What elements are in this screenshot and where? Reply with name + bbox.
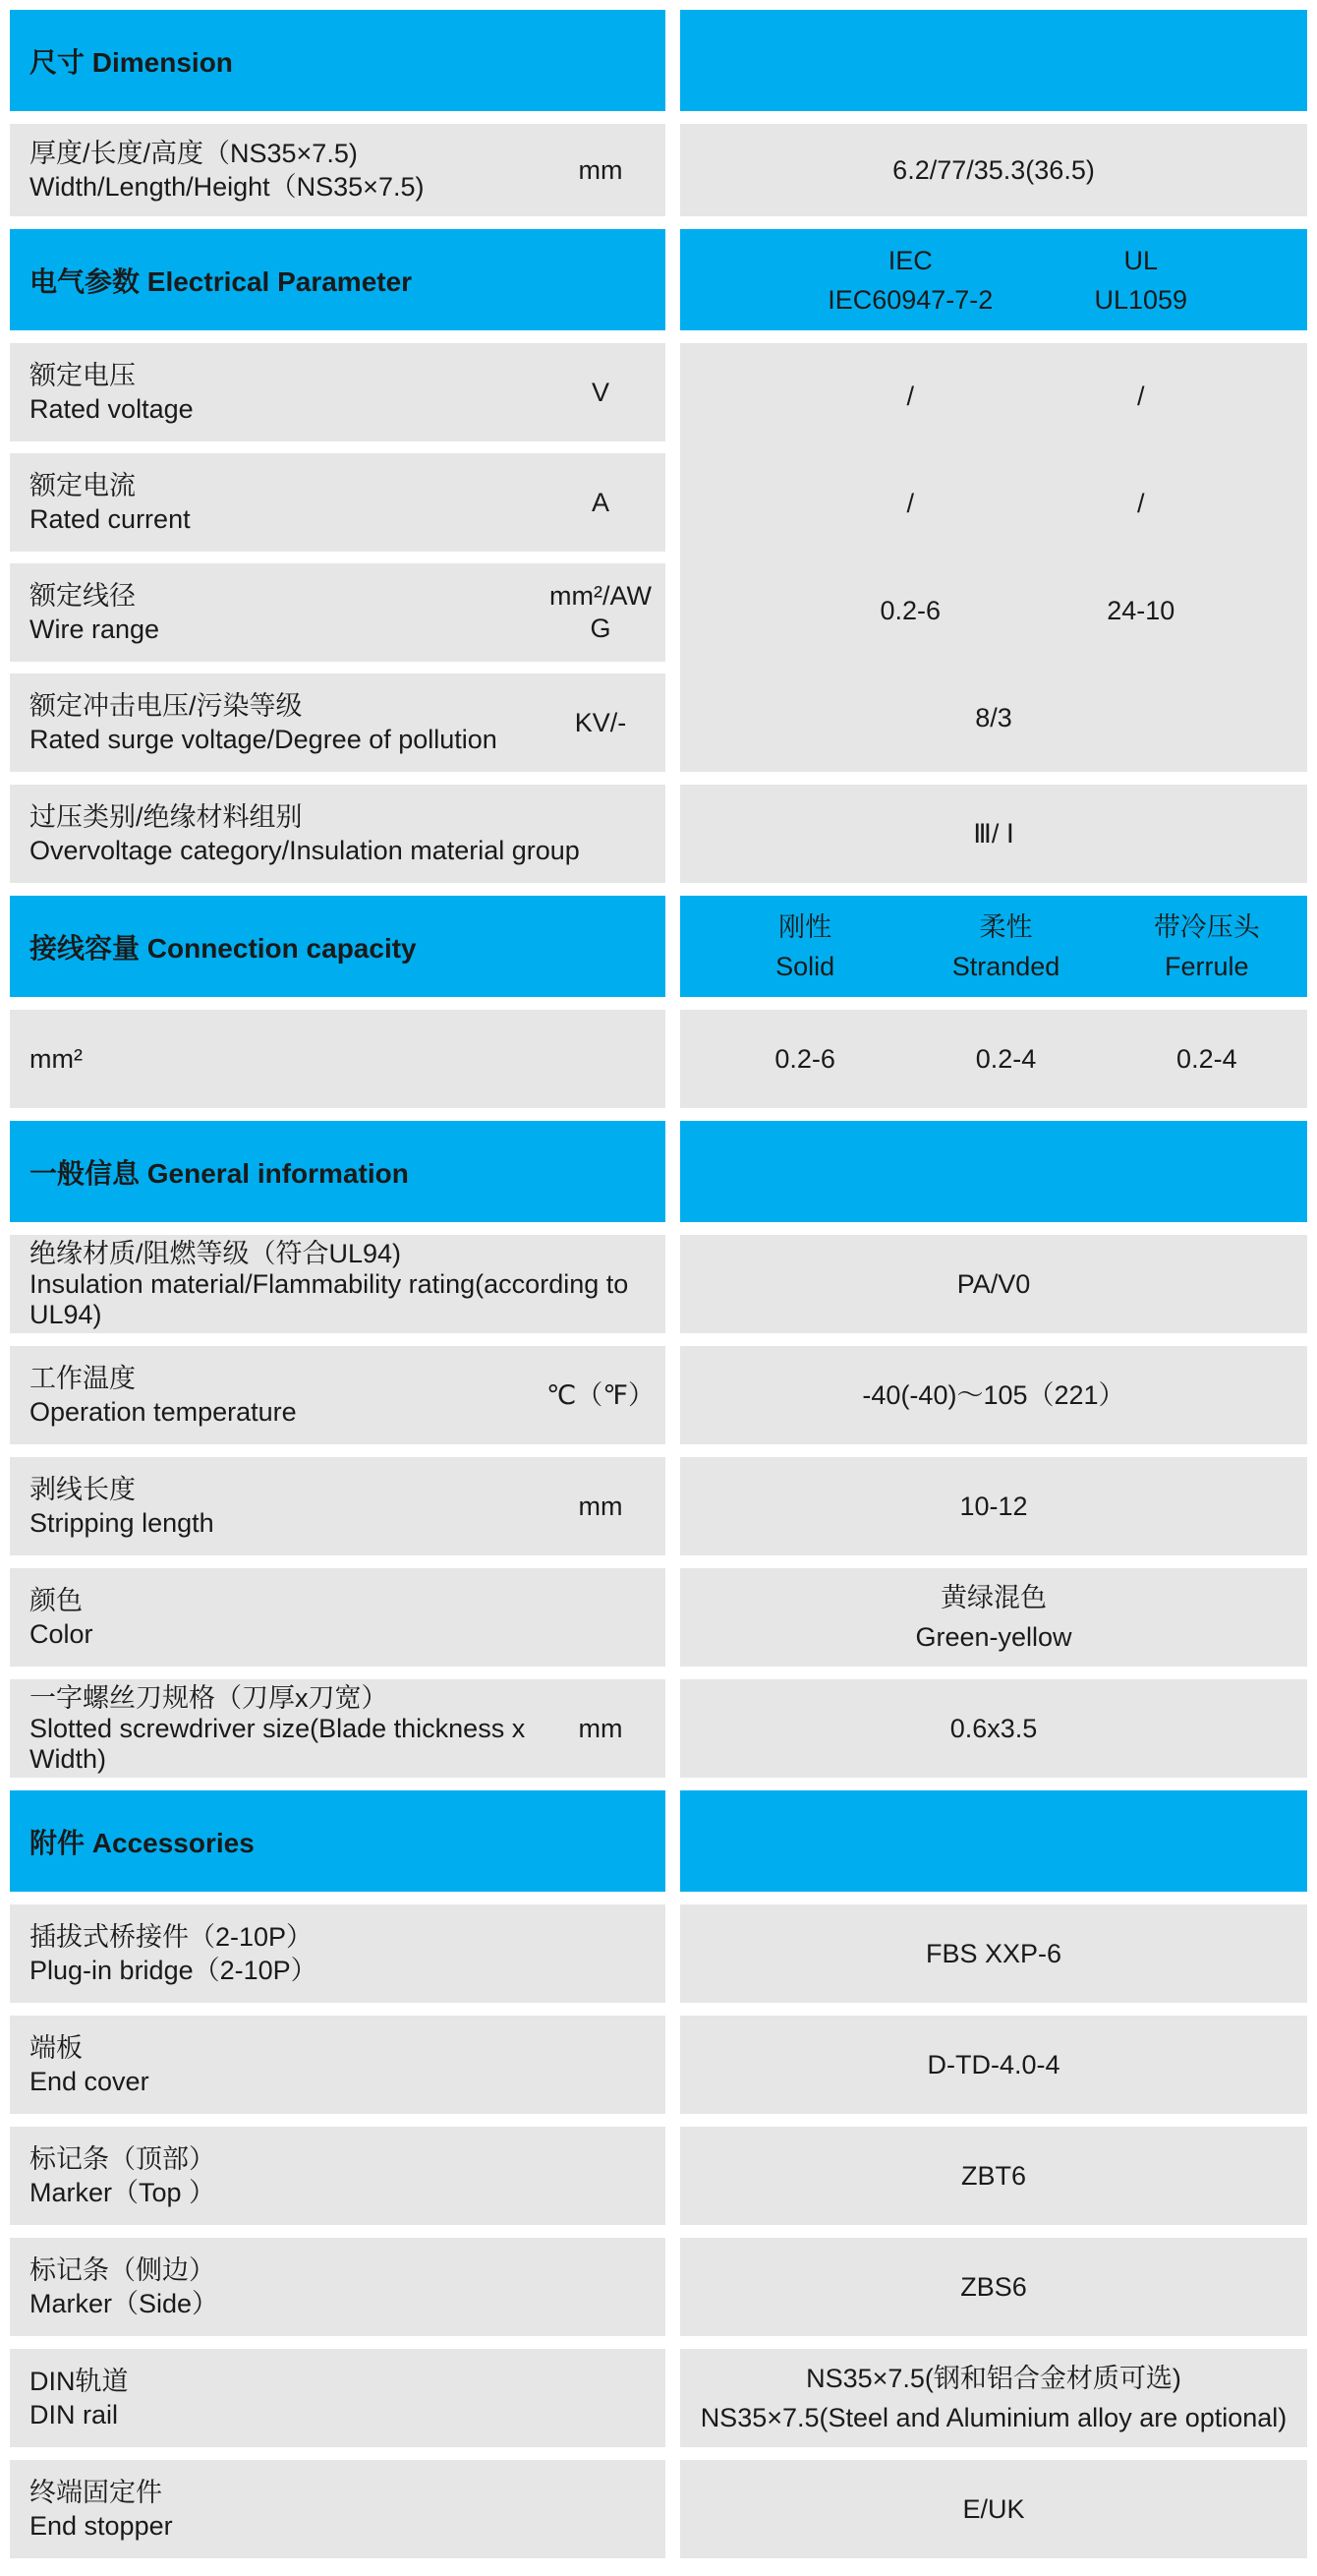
label-en: Plug-in bridge（2-10P） [29,1956,317,1985]
value-text: 0.6x3.5 [949,1714,1038,1743]
column-ferrule [1107,907,1307,986]
label-en: Width/Length/Height（NS35×7.5) [29,172,425,202]
table-row-marker-side [10,2238,1307,2336]
column-divider [665,1010,680,1108]
column-divider [665,896,680,997]
label-zh: 剥线长度 [29,1475,136,1504]
label-cell [10,1904,665,2003]
label-cell [10,124,665,216]
section-title-general [10,1121,665,1222]
column-label-zh: 刚性 [778,911,832,942]
table-row-overvoltage [10,785,1307,883]
column-divider [665,2349,680,2447]
column-divider [665,2238,680,2336]
table-row-capacity [10,1010,1307,1108]
row-label [10,2142,665,2209]
label-zh: 厚度/长度/高度（NS35×7.5) [29,139,358,168]
value-ferrule: 0.2-4 [1176,1044,1237,1074]
value-columns [680,596,1307,626]
table-row-marker-top [10,2127,1307,2225]
value-iec: 0.2-6 [880,596,942,625]
row-label [10,1473,536,1540]
label-cell [10,2238,665,2336]
column-divider [665,2127,680,2225]
value-en: Green-yellow [915,1622,1072,1652]
electrical-labels [10,343,665,772]
label-en: Overvoltage category/Insulation material group [29,836,580,865]
value-cell [680,1346,1307,1444]
column-divider [665,1235,680,1333]
label-zh: 过压类别/绝缘材料组别 [29,802,303,832]
value-text: ZBT6 [960,2161,1026,2191]
unit-label: ℃（℉） [545,1379,656,1410]
section-title-text: 一般信息 General information [29,1157,409,1189]
section-header-accessories [10,1790,1307,1892]
value-text [915,1578,1071,1657]
row-label [10,1362,536,1429]
label-cell-wire-range [10,563,665,662]
column-divider [665,2460,680,2558]
value-iec: / [906,489,914,518]
section-title-capacity [10,896,665,997]
row-label [10,2031,665,2098]
value-columns [680,489,1307,519]
value-row-voltage [680,343,1307,450]
row-label [10,1584,665,1651]
label-cell [10,1679,665,1778]
label-cell-voltage [10,343,665,441]
label-zh: 一字螺丝刀规格（刀厚x刀宽） [29,1682,388,1713]
standard-org: UL [1123,245,1158,275]
label-en: End cover [29,2067,149,2096]
value-text: 10-12 [959,1492,1028,1521]
row-label [10,689,536,756]
electrical-values-merged-cell [680,343,1307,772]
label-cell [10,1457,665,1555]
label-zh: 工作温度 [29,1364,136,1393]
column-divider [665,343,680,772]
value-cell [680,2238,1307,2336]
label-zh: mm² [29,1044,83,1074]
label-en: Rated voltage [29,394,194,424]
label-en: Operation temperature [29,1397,297,1427]
column-label-en: Stranded [951,951,1060,981]
section-header-general-right [680,1121,1307,1222]
standard-org: IEC [888,245,933,275]
value-cell [680,2016,1307,2114]
value-row-current [680,450,1307,557]
label-cell [10,2460,665,2558]
column-divider [665,785,680,883]
table-row-end-stopper [10,2460,1307,2558]
label-zh: 额定冲击电压/污染等级 [29,691,303,721]
value-cell [680,1679,1307,1778]
label-cell-surge [10,673,665,772]
column-divider [665,10,680,111]
value-cell [680,2349,1307,2447]
value-cell [680,1568,1307,1667]
label-cell [10,1346,665,1444]
value-text: D-TD-4.0-4 [927,2050,1060,2079]
unit-label: mm [578,1713,623,1743]
row-label [10,2254,665,2320]
label-cell [10,2127,665,2225]
column-stranded [905,907,1106,986]
row-label [10,1683,536,1775]
column-divider [665,1568,680,1667]
value-text: PA/V0 [956,1269,1031,1299]
value-zh: NS35×7.5(钢和铝合金材质可选) [806,2364,1181,2393]
row-label [10,1920,665,1987]
section-header-capacity [10,896,1307,997]
value-text: Ⅲ/ Ⅰ [973,819,1014,849]
label-en: Slotted screwdriver size(Blade thickness x Width) [29,1713,526,1774]
standards-header [680,229,1307,330]
value-row-surge [680,665,1307,772]
value-ul: 24-10 [1107,596,1175,625]
standard-code: IEC60947-7-2 [828,284,994,315]
section-title-electrical [10,229,665,330]
standard-ul [1026,241,1257,320]
label-zh: 端板 [29,2033,83,2063]
table-row-color [10,1568,1307,1667]
value-ul: / [1136,489,1145,518]
label-en: Insulation material/Flammability rating(according to UL94) [29,1268,629,1329]
section-header-accessories-right [680,1790,1307,1892]
unit-label: mm [578,1491,623,1521]
label-cell-current [10,453,665,552]
column-divider [665,1346,680,1444]
table-row-temperature [10,1346,1307,1444]
label-zh: 绝缘材质/阻燃等级（符合UL94) [29,1238,402,1268]
section-title-text: 尺寸 Dimension [29,46,233,78]
column-divider [665,124,680,216]
label-en: Marker（Top ） [29,2178,216,2207]
label-cell [10,1010,665,1108]
label-zh: 插拔式桥接件（2-10P） [29,1922,314,1952]
value-row-wire-range [680,557,1307,665]
value-cell [680,124,1307,216]
value-columns [680,1039,1307,1079]
label-en: Wire range [29,615,160,644]
row-label [10,469,536,536]
label-en: Stripping length [29,1508,214,1538]
standards-columns [680,241,1307,320]
unit-label: A [591,487,609,517]
row-label [10,800,665,867]
section-title-text: 接线容量 Connection capacity [29,932,417,964]
column-divider [665,1679,680,1778]
value-cell [680,1904,1307,2003]
label-cell [10,1235,665,1333]
label-en: Marker（Side） [29,2289,219,2318]
section-header-general [10,1121,1307,1222]
label-cell [10,785,665,883]
column-divider [665,2016,680,2114]
label-zh: 终端固定件 [29,2478,162,2507]
column-divider [665,229,680,330]
label-zh: 颜色 [29,1586,83,1615]
row-label [10,1239,665,1330]
value-stranded: 0.2-4 [975,1044,1037,1074]
label-en: DIN rail [29,2400,119,2430]
label-cell [10,1568,665,1667]
value-cell [680,2127,1307,2225]
table-row-din-rail [10,2349,1307,2447]
table-row-dimension [10,124,1307,216]
table-row-screwdriver [10,1679,1307,1778]
label-zh: 标记条（侧边） [29,2255,215,2285]
row-label [10,137,536,204]
column-label-en: Solid [775,951,835,981]
standard-iec [795,241,1026,320]
value-solid: 0.2-6 [774,1044,835,1074]
label-zh: 额定电流 [29,471,136,500]
table-row-bridge [10,1904,1307,2003]
value-text: ZBS6 [960,2272,1027,2302]
column-divider [665,1904,680,2003]
value-cell [680,785,1307,883]
unit-label: mm²/AWG [549,581,652,643]
column-divider [665,1457,680,1555]
label-cell [10,2016,665,2114]
row-label [10,2476,665,2543]
value-text: 8/3 [975,703,1012,732]
column-solid [705,907,905,986]
value-cell [680,1457,1307,1555]
capacity-columns-header [680,896,1307,997]
value-zh: 黄绿混色 [941,1583,1047,1612]
value-text: -40(-40)～105（221） [862,1380,1125,1410]
value-text: 6.2/77/35.3(36.5) [892,155,1095,185]
column-label-en: Ferrule [1165,951,1249,981]
value-columns [680,381,1307,412]
section-title-text: 电气参数 Electrical Parameter [29,265,413,297]
row-label [10,359,536,426]
row-label [10,579,536,646]
label-zh: 额定电压 [29,361,136,390]
row-label [10,2365,665,2431]
section-title-text: 附件 Accessories [29,1827,255,1858]
value-cell [680,1235,1307,1333]
label-zh: DIN轨道 [29,2367,129,2396]
unit-label: KV/- [574,707,627,737]
section-header-dimension-right [680,10,1307,111]
capacity-columns [680,907,1307,986]
table-row-stripping [10,1457,1307,1555]
section-header-dimension [10,10,1307,111]
value-en: NS35×7.5(Steel and Aluminium alloy are optional) [700,2403,1288,2432]
label-en: Rated current [29,504,191,534]
unit-label: mm [578,154,623,185]
column-label-zh: 柔性 [979,911,1033,942]
value-cell [680,2460,1307,2558]
label-en: Color [29,1619,93,1649]
row-label [10,1042,665,1076]
value-cell [680,1010,1307,1108]
standard-code: UL1059 [1094,284,1188,315]
label-zh: 额定线径 [29,581,136,611]
label-cell [10,2349,665,2447]
label-en: End stopper [29,2511,173,2541]
column-divider [665,1790,680,1892]
section-title-accessories [10,1790,665,1892]
table-row-endcover [10,2016,1307,2114]
value-text: E/UK [962,2494,1025,2524]
unit-label: V [591,377,609,407]
value-text: FBS XXP-6 [925,1939,1062,1968]
table-row-insulation [10,1235,1307,1333]
section-header-electrical [10,229,1307,330]
column-label-zh: 带冷压头 [1153,911,1260,942]
value-text [701,2359,1288,2437]
label-en: Rated surge voltage/Degree of pollution [29,725,497,754]
column-divider [665,1121,680,1222]
electrical-rows-block [10,343,1307,772]
value-iec: / [906,381,914,411]
section-title-dimension [10,10,665,111]
label-zh: 标记条（顶部） [29,2144,215,2174]
value-ul: / [1136,381,1145,411]
